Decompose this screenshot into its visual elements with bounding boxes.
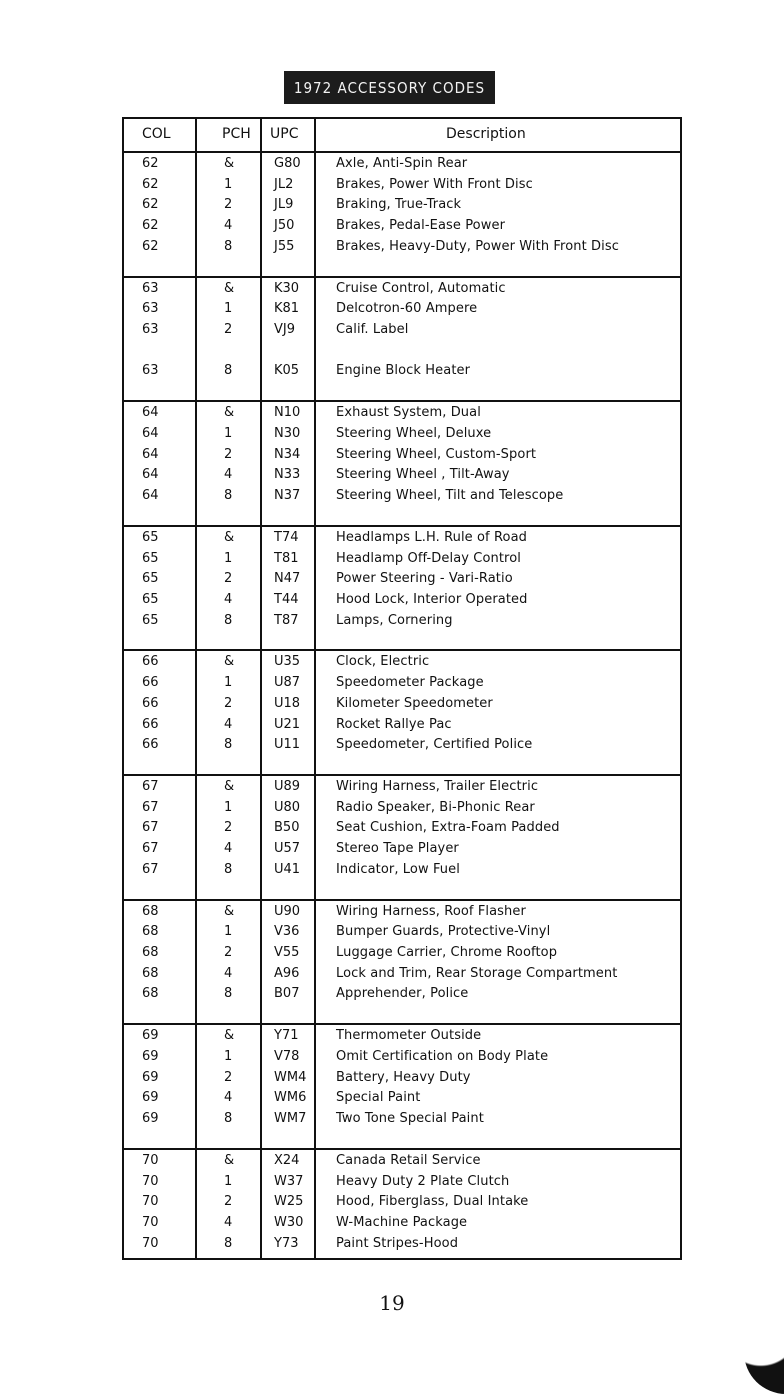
cell-upc: J55	[274, 238, 295, 254]
cell-description: Calif. Label	[336, 322, 409, 337]
cell-col: 65	[142, 612, 159, 628]
cell-description: Canada Retail Service	[336, 1152, 481, 1168]
cell-description: Two Tone Special Paint	[336, 1111, 484, 1126]
cell-upc: B07	[274, 986, 300, 1002]
cell-pch: 1	[224, 550, 233, 566]
cell-pch: 1	[224, 425, 233, 441]
cell-upc: WM6	[274, 1090, 307, 1106]
cell-pch: &	[224, 1152, 235, 1168]
cell-pch: 8	[224, 488, 233, 503]
cell-pch: 4	[224, 218, 233, 234]
cell-col: 70	[142, 1235, 159, 1251]
cell-description: Omit Certification on Body Plate	[336, 1048, 549, 1064]
cell-pch: 1	[224, 675, 233, 691]
cell-pch: 4	[224, 467, 233, 483]
cell-upc: JL9	[274, 197, 294, 213]
group-divider	[124, 1023, 680, 1025]
cell-col: 70	[142, 1194, 159, 1210]
cell-col: 69	[142, 1090, 159, 1106]
cell-upc: N10	[274, 405, 301, 421]
cell-description: Wiring Harness, Roof Flasher	[336, 903, 526, 919]
accessory-codes-table	[122, 117, 682, 1260]
cell-pch: 2	[224, 446, 233, 462]
header-col: COL	[142, 126, 171, 142]
cell-col: 67	[142, 779, 159, 794]
cell-col: 65	[142, 571, 159, 587]
cell-description: Luggage Carrier, Chrome Rooftop	[336, 945, 558, 960]
cell-upc: U35	[274, 654, 301, 670]
cell-pch: &	[224, 654, 235, 670]
cell-description: Special Paint	[336, 1090, 421, 1106]
cell-description: Steering Wheel , Tilt-Away	[336, 467, 510, 483]
cell-col: 64	[142, 488, 159, 503]
page-number: 19	[379, 1291, 405, 1315]
cell-upc: X24	[274, 1152, 300, 1168]
cell-col: 67	[142, 861, 159, 877]
cell-description: Steering Wheel, Deluxe	[336, 425, 492, 441]
cell-description: Radio Speaker, Bi-Phonic Rear	[336, 799, 535, 815]
cell-upc: U87	[274, 675, 301, 691]
cell-description: Wiring Harness, Trailer Electric	[336, 779, 539, 794]
cell-col: 64	[142, 467, 159, 483]
cell-upc: W30	[274, 1214, 304, 1230]
cell-pch: 8	[224, 737, 233, 753]
cell-col: 66	[142, 695, 159, 711]
cell-col: 65	[142, 550, 159, 566]
cell-description: W-Machine Package	[336, 1214, 468, 1230]
cell-col: 69	[142, 1028, 159, 1044]
cell-pch: 8	[224, 238, 233, 254]
cell-upc: JL2	[274, 176, 294, 192]
cell-col: 65	[142, 529, 159, 545]
cell-description: Headlamp Off-Delay Control	[336, 550, 521, 566]
cell-pch: &	[224, 1028, 235, 1044]
cell-pch: 2	[224, 695, 233, 711]
cell-description: Power Steering - Vari-Ratio	[336, 571, 513, 587]
page-corner-shadow-bottom	[744, 1310, 784, 1394]
cell-pch: 4	[224, 1214, 233, 1230]
cell-pch: 1	[224, 924, 233, 940]
cell-pch: 2	[224, 571, 233, 587]
group-divider	[124, 1148, 680, 1150]
cell-description: Battery, Heavy Duty	[336, 1069, 471, 1085]
cell-pch: 4	[224, 965, 233, 981]
cell-pch: 2	[224, 322, 233, 337]
cell-pch: 8	[224, 986, 233, 1002]
cell-description: Axle, Anti-Spin Rear	[336, 156, 468, 171]
cell-pch: 2	[224, 1069, 233, 1085]
cell-col: 70	[142, 1173, 159, 1189]
cell-col: 69	[142, 1069, 159, 1085]
cell-description: Seat Cushion, Extra-Foam Padded	[336, 820, 560, 836]
group-divider	[124, 774, 680, 776]
cell-upc: U57	[274, 841, 301, 857]
cell-col: 62	[142, 156, 159, 171]
cell-upc: U80	[274, 799, 301, 815]
cell-pch: &	[224, 529, 235, 545]
cell-upc: WM4	[274, 1069, 307, 1085]
cell-pch: 1	[224, 176, 233, 192]
cell-upc: J50	[274, 218, 295, 234]
table-header-row	[124, 119, 680, 151]
cell-description: Kilometer Speedometer	[336, 695, 493, 711]
cell-description: Apprehender, Police	[336, 986, 469, 1002]
cell-upc: B50	[274, 820, 300, 836]
cell-upc: U18	[274, 695, 301, 711]
cell-description: Clock, Electric	[336, 654, 430, 670]
cell-upc: A96	[274, 965, 300, 981]
cell-col: 66	[142, 737, 159, 753]
cell-description: Cruise Control, Automatic	[336, 280, 506, 296]
column-divider	[314, 119, 316, 1258]
cell-col: 68	[142, 945, 159, 960]
cell-pch: 2	[224, 1194, 233, 1210]
page-title: 1972 ACCESSORY CODES	[284, 71, 495, 104]
cell-description: Speedometer, Certified Police	[336, 737, 533, 753]
cell-pch: 1	[224, 1048, 233, 1064]
cell-col: 63	[142, 363, 159, 379]
cell-description: Bumper Guards, Protective-Vinyl	[336, 924, 551, 940]
cell-upc: U41	[274, 861, 301, 877]
cell-description: Paint Stripes-Hood	[336, 1235, 459, 1251]
cell-col: 64	[142, 405, 159, 421]
cell-upc: V55	[274, 945, 300, 960]
cell-description: Headlamps L.H. Rule of Road	[336, 529, 527, 545]
cell-col: 62	[142, 218, 159, 234]
cell-pch: 1	[224, 799, 233, 815]
cell-upc: Y73	[274, 1235, 299, 1251]
cell-col: 67	[142, 820, 159, 836]
cell-pch: 2	[224, 945, 233, 960]
header-description: Description	[446, 126, 526, 142]
cell-upc: N33	[274, 467, 301, 483]
cell-pch: 8	[224, 1235, 233, 1251]
cell-col: 63	[142, 301, 159, 317]
group-divider	[124, 649, 680, 651]
cell-upc: U11	[274, 737, 301, 753]
cell-description: Brakes, Power With Front Disc	[336, 176, 533, 192]
cell-col: 68	[142, 924, 159, 940]
cell-description: Stereo Tape Player	[336, 841, 459, 857]
cell-col: 64	[142, 446, 159, 462]
cell-col: 66	[142, 716, 159, 732]
cell-col: 66	[142, 675, 159, 691]
cell-upc: U90	[274, 903, 301, 919]
cell-upc: T87	[274, 612, 299, 628]
cell-upc: K30	[274, 280, 300, 296]
cell-pch: 8	[224, 1111, 233, 1126]
cell-upc: W37	[274, 1173, 304, 1189]
group-divider	[124, 525, 680, 527]
cell-description: Rocket Rallye Pac	[336, 716, 452, 732]
cell-col: 62	[142, 238, 159, 254]
cell-upc: T81	[274, 550, 299, 566]
cell-pch: 1	[224, 1173, 233, 1189]
cell-col: 69	[142, 1048, 159, 1064]
header-pch: PCH	[222, 126, 251, 142]
cell-description: Steering Wheel, Tilt and Telescope	[336, 488, 564, 503]
cell-col: 64	[142, 425, 159, 441]
cell-pch: 2	[224, 820, 233, 836]
cell-description: Braking, True-Track	[336, 197, 462, 213]
cell-upc: W25	[274, 1194, 304, 1210]
cell-pch: &	[224, 779, 235, 794]
cell-upc: Y71	[274, 1028, 299, 1044]
cell-upc: VJ9	[274, 322, 295, 337]
cell-col: 69	[142, 1111, 159, 1126]
cell-upc: U89	[274, 779, 301, 794]
cell-pch: &	[224, 405, 235, 421]
cell-upc: N30	[274, 425, 301, 441]
cell-pch: 8	[224, 861, 233, 877]
cell-col: 70	[142, 1214, 159, 1230]
cell-col: 68	[142, 965, 159, 981]
cell-upc: N34	[274, 446, 301, 462]
cell-col: 62	[142, 197, 159, 213]
header-upc: UPC	[270, 126, 299, 142]
cell-upc: N47	[274, 571, 301, 587]
cell-pch: &	[224, 156, 235, 171]
cell-col: 67	[142, 799, 159, 815]
cell-description: Delcotron-60 Ampere	[336, 301, 478, 317]
cell-description: Hood Lock, Interior Operated	[336, 591, 528, 607]
cell-col: 68	[142, 986, 159, 1002]
cell-col: 65	[142, 591, 159, 607]
cell-pch: 8	[224, 612, 233, 628]
cell-col: 68	[142, 903, 159, 919]
cell-pch: &	[224, 280, 235, 296]
cell-description: Steering Wheel, Custom-Sport	[336, 446, 537, 462]
cell-description: Heavy Duty 2 Plate Clutch	[336, 1173, 510, 1189]
cell-upc: V78	[274, 1048, 300, 1064]
cell-col: 63	[142, 280, 159, 296]
column-divider	[195, 119, 197, 1258]
cell-description: Speedometer Package	[336, 675, 484, 691]
cell-upc: K05	[274, 363, 300, 379]
cell-col: 63	[142, 322, 159, 337]
cell-description: Indicator, Low Fuel	[336, 861, 460, 877]
group-divider	[124, 899, 680, 901]
cell-pch: 8	[224, 363, 233, 379]
cell-upc: T74	[274, 529, 299, 545]
cell-col: 62	[142, 176, 159, 192]
cell-pch: 4	[224, 1090, 233, 1106]
cell-pch: 4	[224, 841, 233, 857]
cell-col: 70	[142, 1152, 159, 1168]
cell-description: Hood, Fiberglass, Dual Intake	[336, 1194, 529, 1210]
cell-upc: WM7	[274, 1111, 307, 1126]
cell-pch: 4	[224, 716, 233, 732]
cell-upc: K81	[274, 301, 300, 317]
cell-description: Lock and Trim, Rear Storage Compartment	[336, 965, 618, 981]
cell-upc: V36	[274, 924, 300, 940]
page-corner-shadow-top	[744, 0, 784, 40]
cell-pch: 2	[224, 197, 233, 213]
cell-pch: 4	[224, 591, 233, 607]
cell-upc: G80	[274, 156, 301, 171]
cell-upc: U21	[274, 716, 301, 732]
cell-description: Engine Block Heater	[336, 363, 471, 379]
cell-description: Thermometer Outside	[336, 1028, 482, 1044]
column-divider	[260, 119, 262, 1258]
header-divider	[124, 151, 680, 153]
cell-description: Exhaust System, Dual	[336, 405, 481, 421]
cell-col: 67	[142, 841, 159, 857]
cell-upc: T44	[274, 591, 299, 607]
cell-description: Lamps, Cornering	[336, 612, 453, 628]
group-divider	[124, 400, 680, 402]
cell-description: Brakes, Pedal-Ease Power	[336, 218, 506, 234]
group-divider	[124, 276, 680, 278]
cell-pch: 1	[224, 301, 233, 317]
cell-pch: &	[224, 903, 235, 919]
cell-col: 66	[142, 654, 159, 670]
cell-description: Brakes, Heavy-Duty, Power With Front Disc	[336, 238, 619, 254]
cell-upc: N37	[274, 488, 301, 503]
